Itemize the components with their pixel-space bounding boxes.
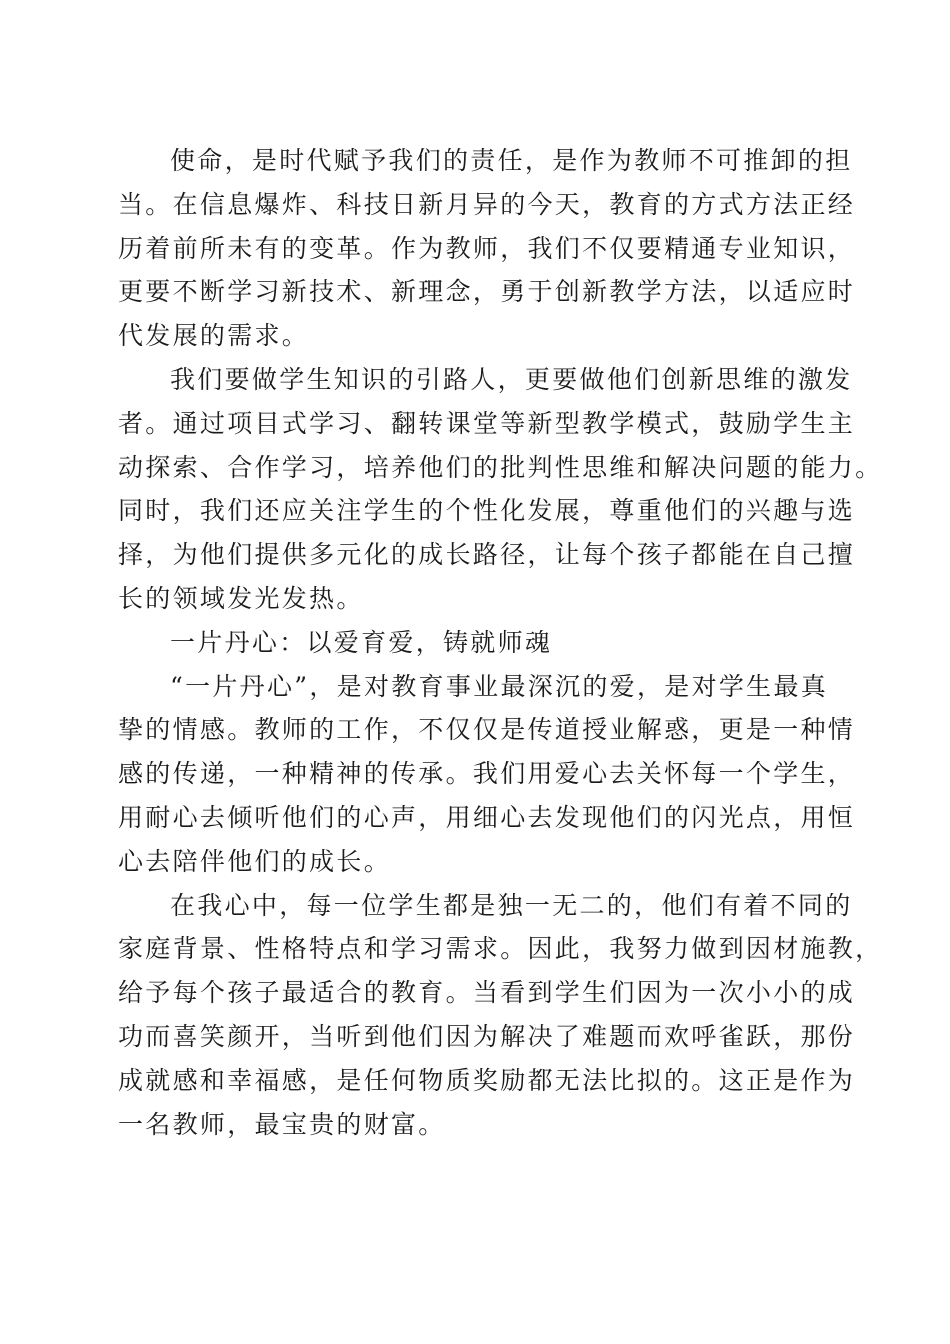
text-line: 用耐心去倾听他们的心声，用细心去发现他们的闪光点，用恒 [118, 802, 856, 832]
document-body [118, 139, 883, 1146]
text-line: 当。在信息爆炸、科技日新月异的今天，教育的方式方法正经 [118, 189, 856, 219]
paragraph-devotion [118, 665, 856, 884]
text-line: 更要不断学习新技术、新理念，勇于创新教学方法，以适应时 [118, 277, 856, 307]
text-line: 同时，我们还应关注学生的个性化发展，尊重他们的兴趣与选 [118, 496, 856, 526]
text-line: 成就感和幸福感，是任何物质奖励都无法比拟的。这正是作为 [118, 1065, 856, 1095]
text-line: 在我心中，每一位学生都是独一无二的，他们有着不同的 [170, 890, 853, 920]
text-line: 一名教师，最宝贵的财富。 [118, 1109, 446, 1139]
text-line: 长的领域发光发热。 [118, 583, 364, 613]
paragraph-students [118, 884, 883, 1147]
paragraph-guide [118, 358, 883, 621]
text-line: 感的传递，一种精神的传承。我们用爱心去关怀每一个学生， [118, 759, 856, 789]
text-line: 代发展的需求。 [118, 321, 310, 351]
text-line: 家庭背景、性格特点和学习需求。因此，我努力做到因材施教， [118, 934, 883, 964]
text-line: 择，为他们提供多元化的成长路径，让每个孩子都能在自己擅 [118, 540, 856, 570]
text-line: “一片丹心”，是对教育事业最深沉的爱，是对学生最真 [170, 671, 829, 701]
paragraph-mission [118, 139, 856, 358]
text-line: 动探索、合作学习，培养他们的批判性思维和解决问题的能力。 [118, 452, 883, 482]
section-heading: 一片丹心：以爱育爱，铸就师魂 [170, 627, 553, 657]
text-line: 使命，是时代赋予我们的责任，是作为教师不可推卸的担 [170, 146, 853, 175]
text-line: 功而喜笑颜开，当听到他们因为解决了难题而欢呼雀跃，那份 [118, 1021, 856, 1051]
text-line: 给予每个孩子最适合的教育。当看到学生们因为一次小小的成 [118, 978, 856, 1008]
text-line: 历着前所未有的变革。作为教师，我们不仅要精通专业知识， [118, 233, 856, 263]
text-line: 心去陪伴他们的成长。 [118, 846, 392, 876]
text-line: 者。通过项目式学习、翻转课堂等新型教学模式，鼓励学生主 [118, 408, 856, 438]
text-line: 我们要做学生知识的引路人，更要做他们创新思维的激发 [170, 364, 853, 394]
text-line: 挚的情感。教师的工作，不仅仅是传道授业解惑，更是一种情 [118, 715, 856, 745]
